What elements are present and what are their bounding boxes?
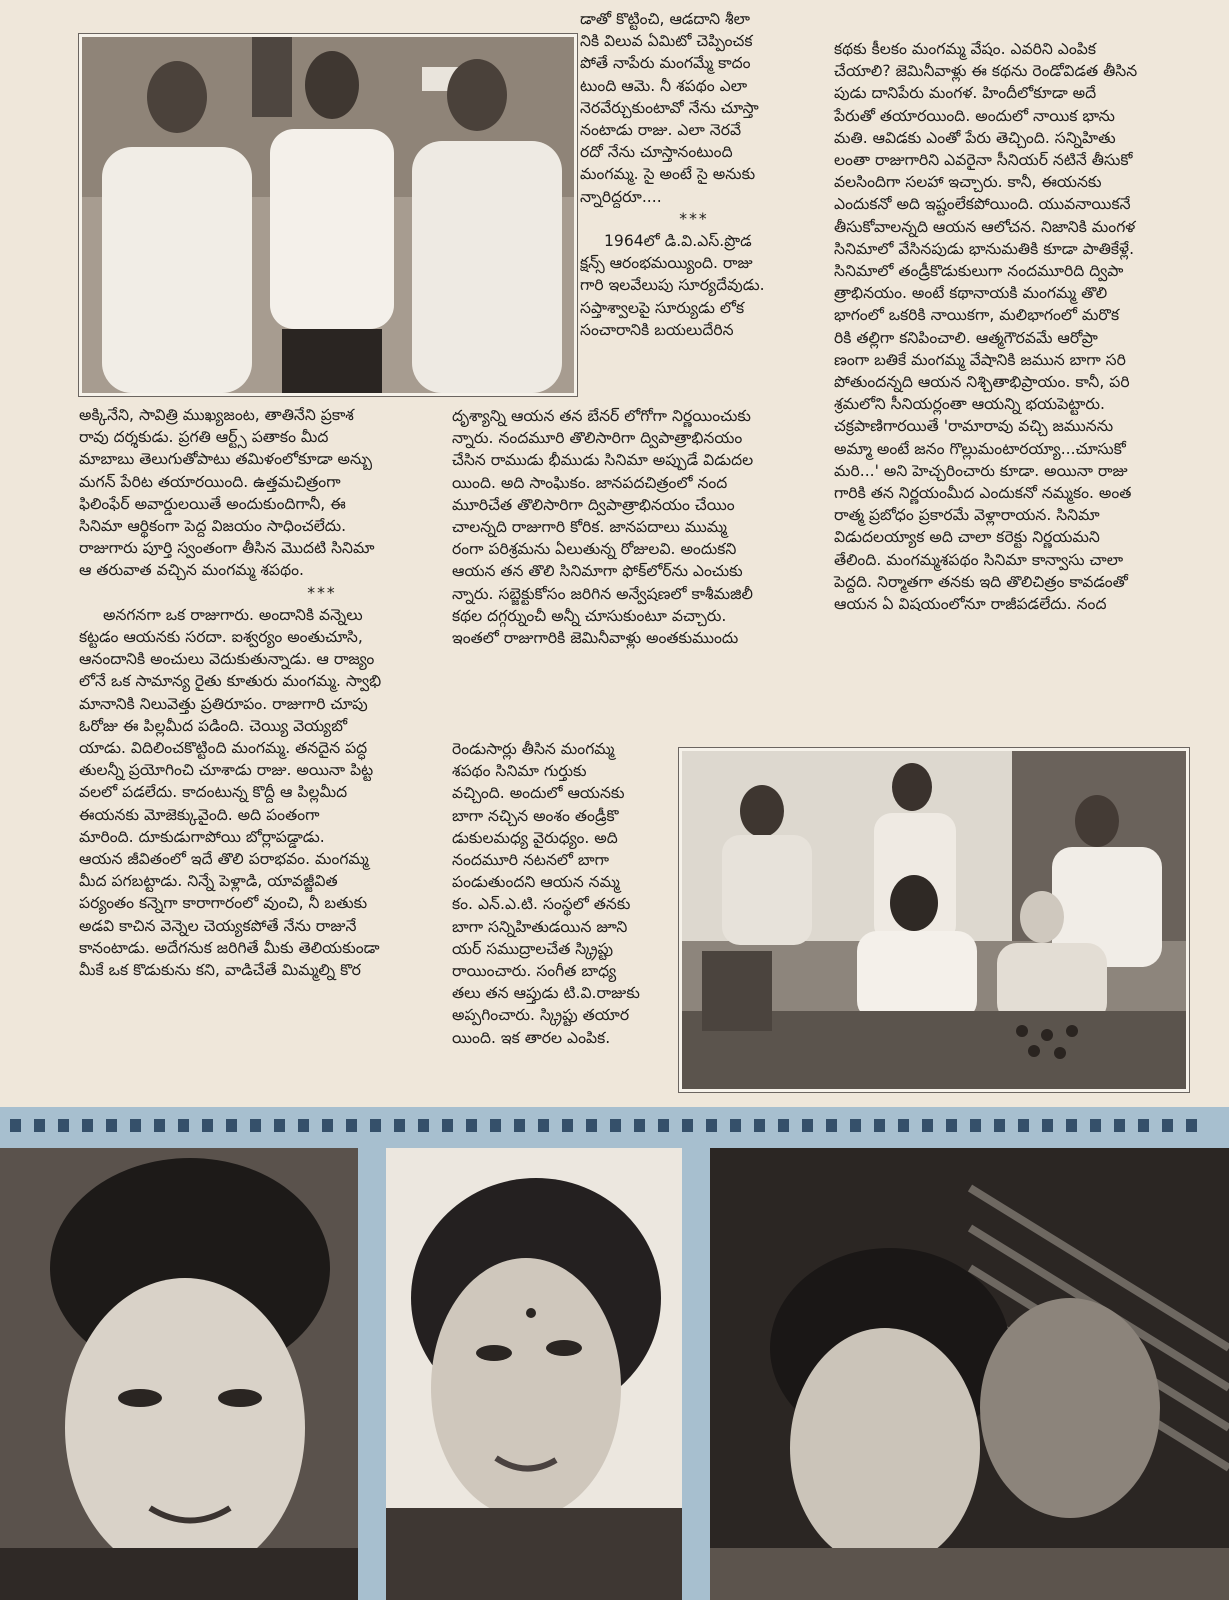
casting-paragraph: కథకు కీలకం మంగమ్మ వేషం. ఎవరిని ఎంపిక చేయాలి? జెమినీవాళ్లు ఈ కథను రెండోవిడత తీసిన పుడు దానిపేరు మంగళ. హిందీలోకూడా అదే పేరుతో తయారయింది. అందులో నాయిక భాను మతి. ఆవిడకు ఎంతో పేరు తెచ్చింది. సన్నిహితు లంతా రాజుగారిని ఎవరైనా సీనియర్ నటినే తీసుకో వలసిందిగా సలహా ఇచ్చారు. కానీ, ఈయనకు ఎందుకనో అది ఇష్టంలేకపోయింది. యువనాయికనే తీసుకోవాలన్నది ఆయన ఆలోచన. నిజానికి మంగళ సినిమాలో వేసినపుడు భానుమతికి కూడా పాతికేళ్లే. సినిమాలో తండ్రీకొడుకులుగా నందమూరిది ద్విపా త్రాభినయం. అంటే కథానాయకి మంగమ్మ తొలి భాగంలో ఒకరికి నాయికగా, మలిభాగంలో మరొక రికి తల్లిగా కనిపించాలి. ఆత్మగౌరవమే ఆరోప్రా ణంగా బతికే మంగమ్మ వేషానికి జమున బాగా సరి పోతుందన్నది ఆయన నిశ్చితాభిప్రాయం. కానీ, పరి శ్రమలోని సీనియర్లంతా ఆయన్ని భయపెట్టారు. చక్రపాణిగారయితే 'రామారావు వచ్చి జమునను అమ్మా అంటే జనం గొల్లుమంటారయ్యా...చూసుకో మరి...' అని హెచ్చరించారు కూడా. అయినా రాజు గారికి తన నిర్ణయంమీద ఎందుకనో నమ్మకం. అంత రాత్మ ప్రబోధం ప్రకారమే వెళ్లారాయన. సినిమా విడుదలయ్యాక అది చాలా కరెక్టు నిర్ణయమని తేలింది. మంగమ్మశపథం సినిమా కాన్వాసు చాలా పెద్దది. నిర్మాతగా తనకు ఇది తొలిచిత్రం కావడంతో ఆయన ఏ విషయంలోనూ రాజీపడలేదు. నంద [834, 40, 1138, 614]
portrait-actress-photo [386, 1148, 682, 1600]
production-paragraph-start: 1964లో డి.వి.ఎస్.ప్రొడ క్షన్స్ ఆరంభమయ్యింది. రాజు గారి ఇలవేలుపు సూర్యదేవుడు. సప్తాశ్వాలపై సూర్యుడు లోక సంచారానికి బయలుదేరిన [580, 232, 765, 339]
portrait-actor-photo [0, 1148, 358, 1600]
portrait-actress-icon [386, 1148, 682, 1600]
article-column-2-top [580, 8, 808, 341]
section-separator-2: *** [679, 209, 709, 228]
story-paragraph: అనగనగా ఒక రాజుగారు. అందానికి వన్నెలు కట్టడం ఆయనకు సరదా. ఐశ్వర్యం అంతుచూసి, ఆనందానికి అంచులు వెదుకుతున్నాడు. ఆ రాజ్యం లోనే ఒక సామాన్య రైతు కూతురు మంగమ్మ. స్వాభి మానానికి నిలువెత్తు ప్రతిరూపం. రాజుగారి చూపు ఓరోజు ఈ పిల్లమీద పడింది. చెయ్యి వెయ్యబో యాడు. విదిలించకొట్టింది మంగమ్మ. తనదైన పద్ధ తులన్నీ ప్రయోగించి చూశాడు రాజు. అయినా పిట్ట వలలో పడలేదు. కాదంటున్న కొద్దీ ఆ పిల్లమీద ఈయనకు మోజెక్కువైంది. అది పంతంగా మారింది. దూకుడుగాపోయి బోర్లాపడ్డాడు. ఆయన జీవితంలో ఇదే తొలి పరాభవం. మంగమ్మ మీద పగబట్టాడు. నిన్నే పెళ్లాడి, యావజ్జీవిత పర్యంతం కన్నెగా కారాగారంలో వుంచి, నీ బతుకు అడవి కాచిన వెన్నెల చెయ్యకపోతే నేను రాజునే కానంటాడు. అదేగనుక జరిగితే మీకు తెలియకుండా మీకే ఒక కొడుకును కని, వాడిచేతే మిమ్మల్ని కొర [79, 605, 382, 980]
section-separator: *** [307, 583, 337, 602]
portrait-actor-icon [0, 1148, 358, 1600]
film-still-couple-icon [710, 1148, 1229, 1600]
article-column-3 [834, 38, 1182, 615]
story-continued-text: డాతో కొట్టించి, ఆడదాని శీలా నికి విలువ ఏమిటో చెప్పించక పోతే నాపేరు మంగమ్మే కాదం టుంది ఆమె. నీ శపథం ఎలా నెరవేర్చుకుంటావో నేను చూస్తా నంటాడు రాజు. ఎలా నెరవే రదో నేను చూస్తానంటుంది మంగమ్మ. సై అంటే సై అనుకు న్నారిద్దరూ.... [580, 10, 759, 206]
group-photo-three-men-icon [82, 37, 574, 393]
photo-three-men [79, 34, 577, 396]
article-column-2-bottom [452, 738, 668, 1049]
recording-studio-photo-icon [682, 751, 1186, 1089]
production-paragraph-end: రెండుసార్లు తీసిన మంగమ్మ శపథం సినిమా గుర్తుకు వచ్చింది. అందులో ఆయనకు బాగా నచ్చిన అంశం తండ్రీకొ డుకులమధ్య వైరుధ్యం. అది నందమూరి నటనలో బాగా పండుతుందని ఆయన నమ్మ కం. ఎన్.ఎ.టి. సంస్థలో తనకు బాగా సన్నిహితుడయిన జూని యర్ సముద్రాలచేత స్క్రిప్టు రాయించారు. సంగీత బాధ్య తలు తన ఆప్తుడు టి.వి.రాజుకు అప్పగించారు. స్క్రిప్టు తయార యింది. ఇక తారల ఎంపిక. [452, 740, 640, 1047]
film-still-couple-photo [710, 1148, 1229, 1600]
film-strip-perforations [0, 1115, 1229, 1137]
photo-caption-text: అక్కినేని, సావిత్రి ముఖ్యజంట, తాతినేని ప్రకాశ రావు దర్శకుడు. ప్రగతి ఆర్ట్స్ పతాకం మీద మాబాబు తెలుగుతోపాటు తమిళంలోకూడా అన్బు మగన్ పేరిట తయారయింది. ఉత్తమచిత్రంగా ఫిలింఫేర్ అవార్డులయితే అందుకుందిగానీ, ఈ సినిమా ఆర్థికంగా పెద్ద విజయం సాధించలేదు. రాజుగారు పూర్తి స్వంతంగా తీసిన మొదటి సినిమా ఆ తరువాత వచ్చిన మంగమ్మ శపథం. [79, 406, 375, 580]
production-paragraph-middle: దృశ్యాన్ని ఆయన తన బేనర్ లోగోగా నిర్ణయించుకు న్నారు. నందమూరి తొలిసారిగా ద్విపాత్రాభినయం చేసిన రాముడు భీముడు సినిమా అప్పుడే విడుదల యింది. అది సాంఘికం. జానపదచిత్రంలో నంద మూరిచేత తొలిసారిగా ద్విపాత్రాభినయం చేయిం చాలన్నది రాజుగారి కోరిక. జానపదాలు ముమ్మ రంగా పరిశ్రమను ఏలుతున్న రోజులవి. అందుకని ఆయన తన తొలి సినిమాగా ఫోక్‌లోర్‌ను ఎంచుకు న్నారు. సబ్జెక్టుకోసం జరిగిన అన్వేషణలో కాశీమజిలీ కథల దగ్గర్నుంచీ అన్నీ చూసుకుంటూ వచ్చారు. ఇంతలో రాజుగారికి జెమినీవాళ్లు అంతకుముందు [452, 407, 754, 648]
photo-recording-studio [679, 748, 1189, 1092]
article-column-2-wide [452, 405, 808, 649]
